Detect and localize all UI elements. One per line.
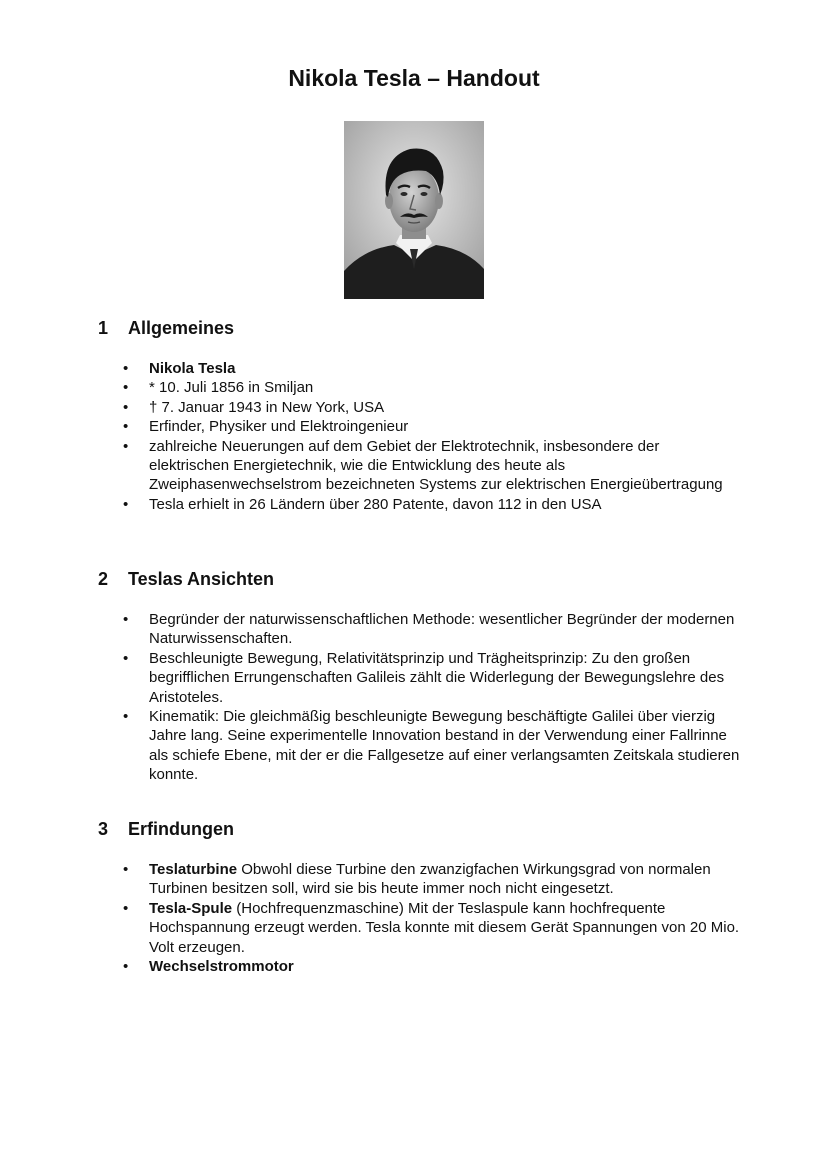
portrait-photo — [344, 121, 484, 299]
list-item-bold: Nikola Tesla — [149, 360, 236, 377]
section-heading-erfindungen — [98, 817, 234, 841]
list-item — [120, 860, 740, 899]
list-item-text: Kinematik: Die gleichmäßig beschleunigte Bewegung beschäftigte Galilei über vierzig Jahre lang. Seine experimentelle Innovation bestand in der Verwendung einer Fallrinne als schiefe Ebene, mit der er die Fallgesetze auf einer verlangsamten Zeitskala studieren konnte. — [149, 708, 740, 784]
list-item — [120, 417, 740, 436]
list-item — [120, 649, 740, 707]
section-number: 1 — [98, 318, 109, 338]
list-item-bold: Teslaturbine — [149, 861, 238, 878]
list-item-text: Erfinder, Physiker und Elektroingenieur — [149, 418, 409, 436]
list-item — [120, 610, 740, 649]
bullet-list-erfindungen — [120, 860, 740, 976]
list-item-text: Tesla erhielt in 26 Ländern über 280 Patente, davon 112 in den USA — [149, 495, 602, 513]
list-item-text: zahlreiche Neuerungen auf dem Gebiet der Elektrotechnik, insbesondere der elektrischen Energietechnik, wie die Entwicklung des heute als Zweiphasenwechselstrom bezeichneten Systems zur elektrischen Energieübertragung — [149, 437, 723, 494]
list-item — [120, 707, 740, 785]
list-item-text: † 7. Januar 1943 in New York, USA — [149, 398, 385, 416]
section-heading-teslas-ansichten — [98, 567, 274, 591]
section-title: Teslas Ansichten — [128, 569, 275, 589]
page-title: Nikola Tesla – Handout — [288, 65, 540, 91]
list-item — [120, 495, 740, 514]
list-item — [120, 359, 740, 378]
list-item — [120, 899, 740, 957]
bullet-list-allgemeines — [120, 359, 740, 514]
list-item-text: * 10. Juli 1856 in Smiljan — [149, 379, 314, 397]
list-item-text: Begründer der naturwissenschaftlichen Methode: wesentlicher Begründer der modernen Naturwissenschaften. — [149, 611, 735, 648]
section-number: 2 — [98, 569, 109, 589]
list-item-text: Obwohl diese Turbine den zwanzigfachen Wirkungsgrad von normalen Turbinen besitzen soll, wird sie bis heute immer noch nicht eingesetzt. — [149, 861, 711, 898]
section-heading-allgemeines — [98, 316, 234, 340]
list-item — [120, 437, 740, 495]
section-title: Allgemeines — [128, 318, 235, 338]
section-number: 3 — [98, 819, 109, 839]
list-item — [120, 398, 740, 417]
list-item — [120, 378, 740, 397]
list-item — [120, 957, 740, 976]
list-item-bold: Tesla-Spule — [149, 899, 233, 917]
list-item-text: (Hochfrequenzmaschine) Mit der Teslaspule kann hochfrequente Hochspannung erzeugt werden. Tesla konnte mit diesem Gerät Spannungen von 20 Mio. Volt erzeugen. — [149, 899, 740, 956]
bullet-list-teslas-ansichten — [120, 610, 740, 785]
list-item-bold: Wechselstrommotor — [149, 958, 294, 976]
list-item-text: Beschleunigte Bewegung, Relativitätsprinzip und Trägheitsprinzip: Zu den großen begrifflichen Errungenschaften Galileis zählt die Widerlegung der Bewegungslehre des Aristoteles. — [149, 649, 725, 706]
section-title: Erfindungen — [128, 819, 234, 839]
